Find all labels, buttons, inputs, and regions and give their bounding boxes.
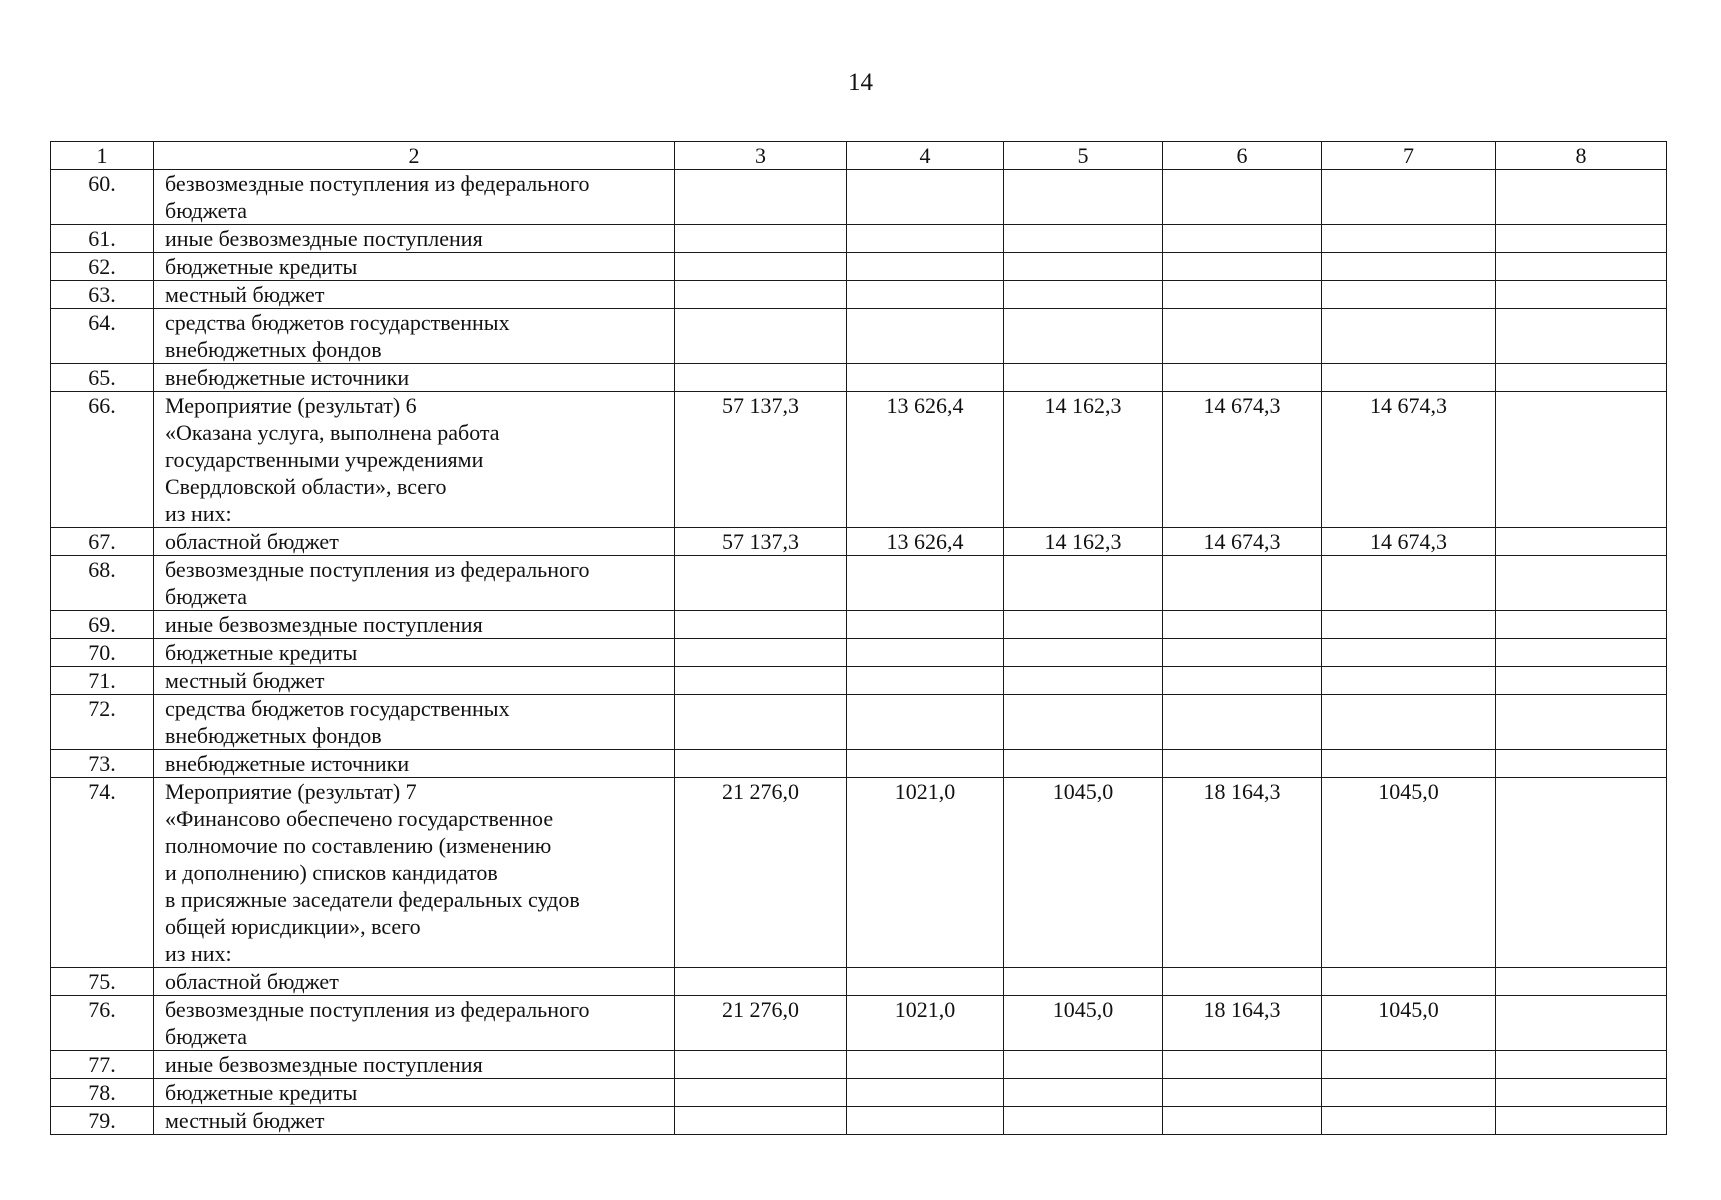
value-cell-col-5: 1045,0 xyxy=(1004,778,1163,968)
value-cell-col-7 xyxy=(1322,1079,1496,1107)
value-cell-col-5: 14 162,3 xyxy=(1004,528,1163,556)
value-cell-col-8 xyxy=(1496,667,1667,695)
value-cell-col-5 xyxy=(1004,309,1163,364)
value-cell-col-4 xyxy=(847,364,1004,392)
row-description: Мероприятие (результат) 6 «Оказана услуга, выполнена работа государственными учреждениями Свердловской области», всего из них: xyxy=(154,392,675,528)
value-cell-col-3 xyxy=(675,639,847,667)
value-cell-col-3 xyxy=(675,695,847,750)
value-cell-col-8 xyxy=(1496,225,1667,253)
value-cell-col-4 xyxy=(847,309,1004,364)
value-cell-col-7 xyxy=(1322,364,1496,392)
row-number: 69. xyxy=(51,611,154,639)
value-cell-col-3 xyxy=(675,281,847,309)
value-cell-col-3 xyxy=(675,1079,847,1107)
table-row xyxy=(51,996,1667,1051)
value-cell-col-5 xyxy=(1004,667,1163,695)
table-row xyxy=(51,309,1667,364)
column-header: 6 xyxy=(1163,142,1322,170)
row-description: безвозмездные поступления из федерального бюджета xyxy=(154,170,675,225)
value-cell-col-5 xyxy=(1004,611,1163,639)
column-header: 2 xyxy=(154,142,675,170)
row-number: 67. xyxy=(51,528,154,556)
value-cell-col-7: 1045,0 xyxy=(1322,996,1496,1051)
column-header: 3 xyxy=(675,142,847,170)
table-body xyxy=(51,170,1667,1135)
table-row xyxy=(51,639,1667,667)
row-description: внебюджетные источники xyxy=(154,364,675,392)
value-cell-col-8 xyxy=(1496,528,1667,556)
value-cell-col-4: 13 626,4 xyxy=(847,392,1004,528)
row-description: областной бюджет xyxy=(154,528,675,556)
page-number: 14 xyxy=(848,69,873,96)
value-cell-col-5 xyxy=(1004,253,1163,281)
value-cell-col-5 xyxy=(1004,556,1163,611)
row-description: местный бюджет xyxy=(154,1107,675,1135)
row-description: безвозмездные поступления из федерального бюджета xyxy=(154,996,675,1051)
value-cell-col-4 xyxy=(847,750,1004,778)
value-cell-col-3 xyxy=(675,667,847,695)
row-number: 77. xyxy=(51,1051,154,1079)
value-cell-col-8 xyxy=(1496,750,1667,778)
value-cell-col-5: 1045,0 xyxy=(1004,996,1163,1051)
value-cell-col-6 xyxy=(1163,968,1322,996)
value-cell-col-5 xyxy=(1004,1051,1163,1079)
row-description: бюджетные кредиты xyxy=(154,639,675,667)
value-cell-col-3: 57 137,3 xyxy=(675,392,847,528)
table-row xyxy=(51,170,1667,225)
value-cell-col-6: 18 164,3 xyxy=(1163,778,1322,968)
table-row xyxy=(51,968,1667,996)
value-cell-col-6 xyxy=(1163,1107,1322,1135)
row-number: 73. xyxy=(51,750,154,778)
value-cell-col-7 xyxy=(1322,170,1496,225)
value-cell-col-6 xyxy=(1163,1079,1322,1107)
column-header: 5 xyxy=(1004,142,1163,170)
row-number: 74. xyxy=(51,778,154,968)
column-header: 7 xyxy=(1322,142,1496,170)
value-cell-col-8 xyxy=(1496,996,1667,1051)
value-cell-col-4 xyxy=(847,1107,1004,1135)
value-cell-col-7 xyxy=(1322,1051,1496,1079)
value-cell-col-8 xyxy=(1496,281,1667,309)
row-description: местный бюджет xyxy=(154,281,675,309)
table-row xyxy=(51,1079,1667,1107)
value-cell-col-6 xyxy=(1163,1051,1322,1079)
row-description: средства бюджетов государственных внебюджетных фондов xyxy=(154,695,675,750)
row-number: 76. xyxy=(51,996,154,1051)
value-cell-col-4 xyxy=(847,281,1004,309)
value-cell-col-5 xyxy=(1004,750,1163,778)
value-cell-col-5 xyxy=(1004,1107,1163,1135)
value-cell-col-6 xyxy=(1163,309,1322,364)
value-cell-col-3 xyxy=(675,968,847,996)
value-cell-col-5 xyxy=(1004,695,1163,750)
row-number: 79. xyxy=(51,1107,154,1135)
value-cell-col-3 xyxy=(675,225,847,253)
row-number: 68. xyxy=(51,556,154,611)
value-cell-col-6 xyxy=(1163,611,1322,639)
value-cell-col-8 xyxy=(1496,1107,1667,1135)
value-cell-col-6 xyxy=(1163,364,1322,392)
value-cell-col-8 xyxy=(1496,1079,1667,1107)
value-cell-col-3 xyxy=(675,750,847,778)
row-description: бюджетные кредиты xyxy=(154,253,675,281)
value-cell-col-6 xyxy=(1163,225,1322,253)
table-row xyxy=(51,667,1667,695)
value-cell-col-3 xyxy=(675,253,847,281)
value-cell-col-6: 14 674,3 xyxy=(1163,392,1322,528)
value-cell-col-3 xyxy=(675,170,847,225)
value-cell-col-8 xyxy=(1496,309,1667,364)
value-cell-col-3: 57 137,3 xyxy=(675,528,847,556)
value-cell-col-8 xyxy=(1496,253,1667,281)
value-cell-col-7 xyxy=(1322,1107,1496,1135)
value-cell-col-4 xyxy=(847,968,1004,996)
value-cell-col-4 xyxy=(847,1079,1004,1107)
column-header: 4 xyxy=(847,142,1004,170)
row-description: иные безвозмездные поступления xyxy=(154,1051,675,1079)
budget-table xyxy=(50,141,1667,1135)
value-cell-col-6 xyxy=(1163,695,1322,750)
value-cell-col-5 xyxy=(1004,225,1163,253)
row-description: бюджетные кредиты xyxy=(154,1079,675,1107)
value-cell-col-7 xyxy=(1322,556,1496,611)
row-description: средства бюджетов государственных внебюджетных фондов xyxy=(154,309,675,364)
value-cell-col-8 xyxy=(1496,556,1667,611)
table-row xyxy=(51,611,1667,639)
value-cell-col-5 xyxy=(1004,281,1163,309)
value-cell-col-8 xyxy=(1496,170,1667,225)
value-cell-col-4 xyxy=(847,170,1004,225)
value-cell-col-4: 1021,0 xyxy=(847,996,1004,1051)
table-row xyxy=(51,281,1667,309)
value-cell-col-4 xyxy=(847,556,1004,611)
value-cell-col-6 xyxy=(1163,556,1322,611)
value-cell-col-4: 13 626,4 xyxy=(847,528,1004,556)
row-number: 60. xyxy=(51,170,154,225)
table-row xyxy=(51,1107,1667,1135)
table-row xyxy=(51,1051,1667,1079)
value-cell-col-4 xyxy=(847,225,1004,253)
value-cell-col-8 xyxy=(1496,639,1667,667)
value-cell-col-4 xyxy=(847,667,1004,695)
row-number: 75. xyxy=(51,968,154,996)
value-cell-col-6 xyxy=(1163,281,1322,309)
row-description: Мероприятие (результат) 7 «Финансово обеспечено государственное полномочие по составлению (изменению и дополнению) списков кандидатов в присяжные заседатели федеральных судов общей юрисдикции», всего из них: xyxy=(154,778,675,968)
row-number: 71. xyxy=(51,667,154,695)
column-header: 8 xyxy=(1496,142,1667,170)
value-cell-col-3 xyxy=(675,364,847,392)
value-cell-col-5 xyxy=(1004,639,1163,667)
value-cell-col-6 xyxy=(1163,170,1322,225)
table-row xyxy=(51,225,1667,253)
table-row xyxy=(51,556,1667,611)
table-row xyxy=(51,253,1667,281)
value-cell-col-7: 1045,0 xyxy=(1322,778,1496,968)
row-number: 70. xyxy=(51,639,154,667)
row-description: иные безвозмездные поступления xyxy=(154,225,675,253)
value-cell-col-8 xyxy=(1496,364,1667,392)
value-cell-col-4: 1021,0 xyxy=(847,778,1004,968)
value-cell-col-6: 18 164,3 xyxy=(1163,996,1322,1051)
value-cell-col-8 xyxy=(1496,611,1667,639)
value-cell-col-5 xyxy=(1004,170,1163,225)
value-cell-col-7 xyxy=(1322,281,1496,309)
value-cell-col-4 xyxy=(847,253,1004,281)
value-cell-col-6 xyxy=(1163,253,1322,281)
value-cell-col-3 xyxy=(675,1051,847,1079)
value-cell-col-7 xyxy=(1322,750,1496,778)
value-cell-col-7: 14 674,3 xyxy=(1322,392,1496,528)
value-cell-col-3 xyxy=(675,556,847,611)
table-row xyxy=(51,750,1667,778)
value-cell-col-3 xyxy=(675,309,847,364)
column-header: 1 xyxy=(51,142,154,170)
value-cell-col-7 xyxy=(1322,695,1496,750)
table-row xyxy=(51,528,1667,556)
value-cell-col-7 xyxy=(1322,667,1496,695)
value-cell-col-7 xyxy=(1322,968,1496,996)
value-cell-col-8 xyxy=(1496,778,1667,968)
value-cell-col-8 xyxy=(1496,968,1667,996)
value-cell-col-7 xyxy=(1322,611,1496,639)
value-cell-col-3: 21 276,0 xyxy=(675,996,847,1051)
row-number: 61. xyxy=(51,225,154,253)
value-cell-col-3 xyxy=(675,611,847,639)
row-description: иные безвозмездные поступления xyxy=(154,611,675,639)
table-row xyxy=(51,392,1667,528)
value-cell-col-4 xyxy=(847,639,1004,667)
value-cell-col-4 xyxy=(847,611,1004,639)
value-cell-col-7 xyxy=(1322,639,1496,667)
table-row xyxy=(51,364,1667,392)
row-number: 63. xyxy=(51,281,154,309)
row-number: 62. xyxy=(51,253,154,281)
value-cell-col-5 xyxy=(1004,968,1163,996)
table-header xyxy=(51,142,1667,170)
row-description: безвозмездные поступления из федерального бюджета xyxy=(154,556,675,611)
value-cell-col-6 xyxy=(1163,639,1322,667)
value-cell-col-5: 14 162,3 xyxy=(1004,392,1163,528)
value-cell-col-8 xyxy=(1496,695,1667,750)
value-cell-col-3: 21 276,0 xyxy=(675,778,847,968)
value-cell-col-7 xyxy=(1322,225,1496,253)
value-cell-col-6 xyxy=(1163,667,1322,695)
value-cell-col-7: 14 674,3 xyxy=(1322,528,1496,556)
row-number: 64. xyxy=(51,309,154,364)
table-row xyxy=(51,778,1667,968)
value-cell-col-4 xyxy=(847,1051,1004,1079)
value-cell-col-5 xyxy=(1004,1079,1163,1107)
table-row xyxy=(51,695,1667,750)
row-number: 66. xyxy=(51,392,154,528)
row-number: 78. xyxy=(51,1079,154,1107)
row-number: 72. xyxy=(51,695,154,750)
value-cell-col-6: 14 674,3 xyxy=(1163,528,1322,556)
row-description: внебюджетные источники xyxy=(154,750,675,778)
row-description: областной бюджет xyxy=(154,968,675,996)
value-cell-col-7 xyxy=(1322,309,1496,364)
value-cell-col-4 xyxy=(847,695,1004,750)
value-cell-col-8 xyxy=(1496,392,1667,528)
row-description: местный бюджет xyxy=(154,667,675,695)
value-cell-col-8 xyxy=(1496,1051,1667,1079)
value-cell-col-6 xyxy=(1163,750,1322,778)
value-cell-col-5 xyxy=(1004,364,1163,392)
row-number: 65. xyxy=(51,364,154,392)
value-cell-col-7 xyxy=(1322,253,1496,281)
value-cell-col-3 xyxy=(675,1107,847,1135)
header-row xyxy=(51,142,1667,170)
